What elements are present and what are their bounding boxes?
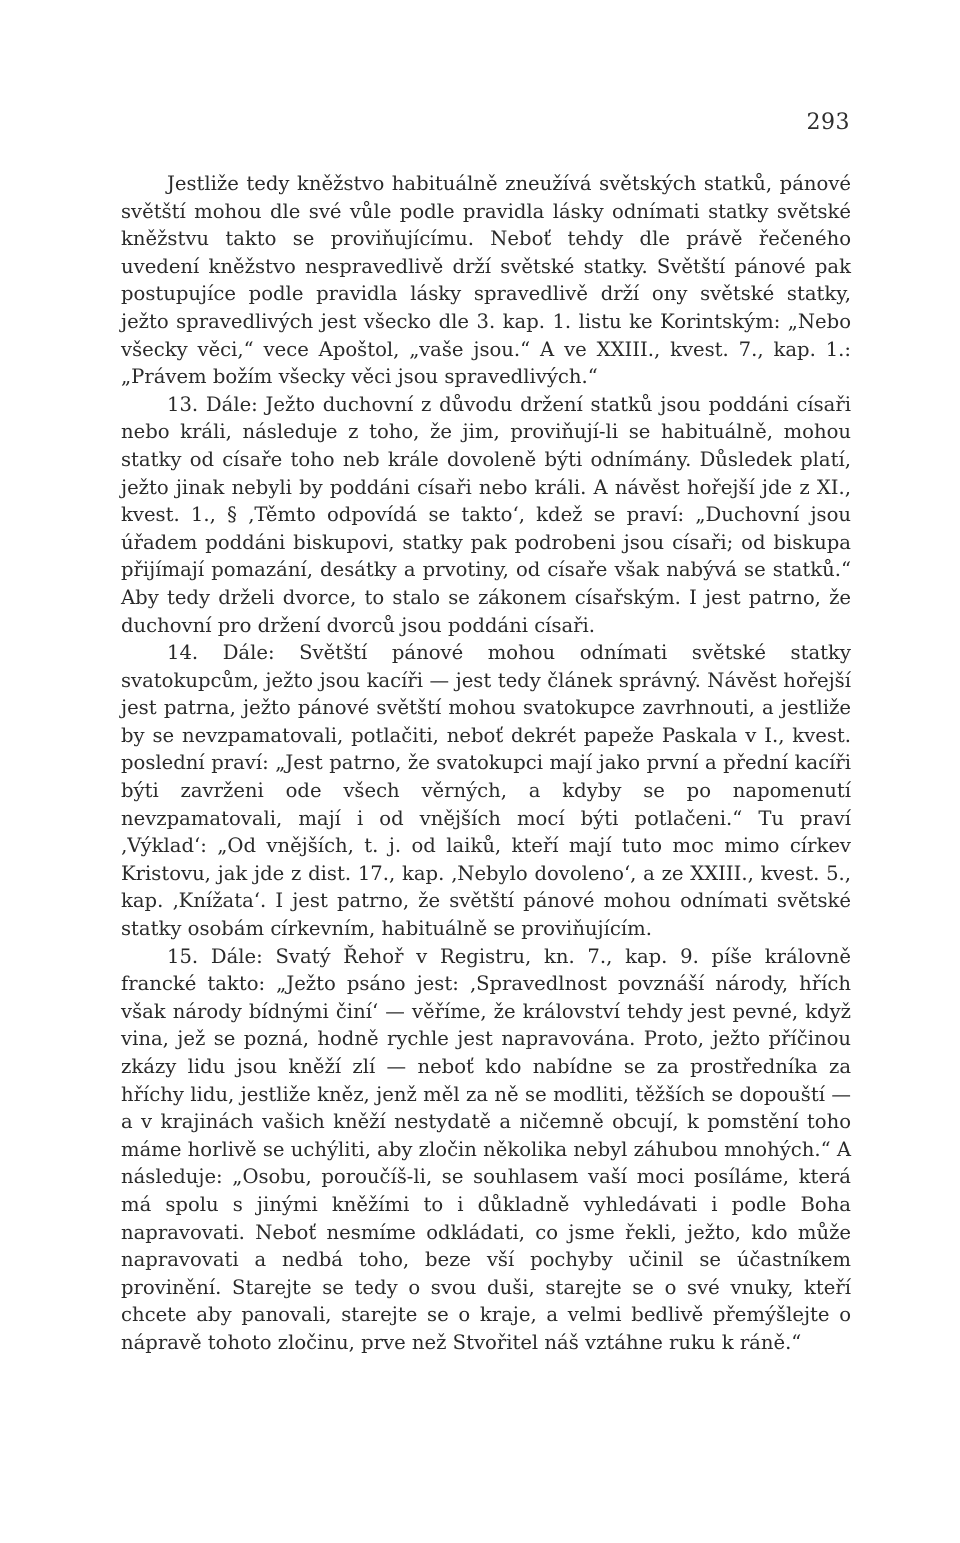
paragraph-14: 14. Dále: Světští pánové mohou odnímati světské statky svatokupcům, ježto jsou kacíři — jest tedy článek správný. Návěst hořejší jest patrna, ježto pánové světští mohou svatokupce zavrhnouti, a jestliže by se nevzpamatovali, potlačiti, neboť dekrét papeže Paskala v I., kvest. poslední praví: „Jest patrno, že svatokupci mají jako první a přední kacíři býti zavrženi ode všech věrných, a kdyby se po napomenutí nevzpamatovali, mají i od vnějších mocí býti potlačeni.“ Tu praví ‚Výklad‘: „Od vnějších, t. j. od laiků, kteří mají tuto moc mimo církev Kristovu, jak jde z dist. 17., kap. ‚Nebylo dovoleno‘, a ze XXIII., kvest. 5., kap. ‚Knížata‘. I jest patrno, že světští pánové mohou odnímati světské statky osobám církevním, habituálně se proviňujícím. [121,641,851,941]
paragraph-15: 15. Dále: Svatý Řehoř v Registru, kn. 7., kap. 9. píše královně francké takto: „Ježto psáno jest: ‚Spravedlnost povznáší národy, hřích však národy bídnými činí‘ — věříme, že království tehdy jest pevné, když vina, jež se pozná, hodně rychle jest napravována. Proto, ježto příčinou zkázy lidu jsou kněží zlí — neboť kdo nabídne se za prostředníka za hříchy lidu, jestliže kněz, jenž měl za ně se modliti, těžších se dopouští — a v krajinách vašich kněží nestydatě a ničemně obcují, k pomstění toho máme horlivě se uchýliti, aby zločin několika nebyl záhubou mnohých.“ A následuje: „Osobu, poroučíš-li, se souhlasem vaší moci posíláme, která má spolu s jinými kněžími to i důkladně vyhledávati i podle Boha napravovati. Neboť nesmíme odkládati, co jsme řekli, ježto, kdo může napravovati a nedbá toho, beze vší pochyby učinil se účastníkem provinění. Starejte se tedy o svou duši, starejte se o své vnuky, kteří chcete aby panovali, starejte se o kraje, a velmi bedlivě přemýšlejte o nápravě tohoto zločinu, prve než Stvořitel náš vztáhne ruku k ráně.“ [121,944,852,1354]
page-number: 293 [806,110,850,135]
paragraph-intro: Jestliže tedy kněžstvo habituálně zneužívá světských statků, pánové světští mohou dle své vůle podle pravidla lásky odnímati statky světské kněžstvu takto se proviňujícímu. Neboť tehdy dle právě řečeného uvedení kněžstvo nespravedlivě drží světské statky. Světští pánové pak postupujíce podle pravidla lásky spravedlivě drží ony světské statky, ježto spravedlivých jest všecko dle 3. kap. 1. listu ke Korintským: „Nebo všecky věci,“ vece Apoštol, „vaše jsou.“ A ve XXIII., kvest. 7., kap. 1.: „Právem božím všecky věci jsou spravedlivých.“ [121,172,851,389]
paragraph-13: 13. Dále: Ježto duchovní z důvodu držení statků jsou poddáni císaři nebo králi, následuje z toho, že jim, proviňují-li se habituálně, mohou statky od císaře toho neb krále dovoleně býti odnímány. Důsledek platí, ježto jinak nebyli by poddáni císaři nebo králi. A návěst hořejší jde z XI., kvest. 1., § ‚Těmto odpovídá se takto‘, kdež se praví: „Duchovní jsou úřadem poddáni biskupovi, statky pak podrobeni jsou císaři; od biskupa přijímají pomazání, desátky a prvotiny, od císaře však nabývá se statků.“ Aby tedy drželi dvorce, to stalo se zákonem císařským. I jest patrno, že duchovní pro držení dvorců jsou poddáni císaři. [121,392,851,637]
body-text [121,170,851,1357]
